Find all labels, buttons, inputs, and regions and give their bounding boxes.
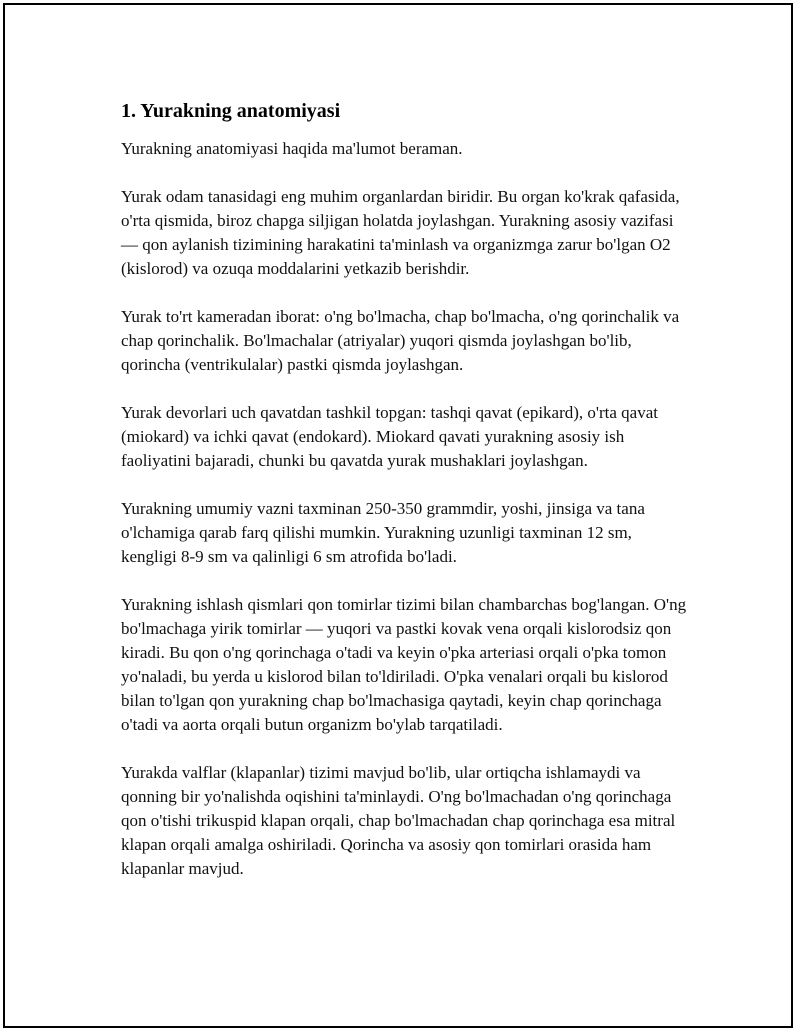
paragraph-heart-walls: Yurak devorlari uch qavatdan tashkil topgan: tashqi qavat (epikard), o'rta qavat (miokard) va ichki qavat (endokard). Miokard qavati yurakning asosiy ish faoliyatini bajaradi, chunki bu qavatda yurak mushaklari joylashgan. [121,403,658,470]
document-page [3,3,793,1028]
section-title: 1. Yurakning anatomiyasi [121,100,341,122]
paragraph-intro: Yurakning anatomiyasi haqida ma'lumot beraman. [121,139,463,158]
document-body [121,99,691,905]
paragraph-heart-size: Yurakning umumiy vazni taxminan 250-350 grammdir, yoshi, jinsiga va tana o'lchamiga qarab farq qilishi mumkin. Yurakning uzunligi taxminan 12 sm, kengligi 8-9 sm va qalinligi 6 sm atrofida bo'ladi. [121,499,645,566]
paragraph-heart-location: Yurak odam tanasidagi eng muhim organlardan biridir. Bu organ ko'krak qafasida, o'rta qismida, biroz chapga siljigan holatda joylashgan. Yurakning asosiy vazifasi — qon aylanish tizimining harakatini ta'minlash va organizmga zarur bo'lgan O2 (kislorod) va ozuqa moddalarini yetkazib berishdir. [121,187,680,278]
paragraph-heart-chambers: Yurak to'rt kameradan iborat: o'ng bo'lmacha, chap bo'lmacha, o'ng qorinchalik va chap qorinchalik. Bo'lmachalar (atriyalar) yuqori qismda joylashgan bo'lib, qorincha (ventrikulalar) pastki qismda joylashgan. [121,307,680,374]
paragraph-blood-flow: Yurakning ishlash qismlari qon tomirlar tizimi bilan chambarchas bog'langan. O'ng bo'lmachaga yirik tomirlar — yuqori va pastki kovak vena orqali kislorodsiz qon kiradi. Bu qon o'ng qorinchaga o'tadi va keyin o'pka arteriasi orqali o'pka tomon yo'naladi, bu yerda u kislorod bilan to'ldiriladi. O'pka venalari orqali bu kislorod bilan to'lgan qon yurakning chap bo'lmachasiga qaytadi, keyin chap qorinchaga o'tadi va aorta orqali butun organizm bo'ylab tarqatiladi. [121,595,687,734]
paragraph-heart-valves: Yurakda valflar (klapanlar) tizimi mavjud bo'lib, ular ortiqcha ishlamaydi va qonning bir yo'nalishda oqishini ta'minlaydi. O'ng bo'lmachadan o'ng qorinchaga qon o'tishi trikuspid klapan orqali, chap bo'lmachadan chap qorinchaga esa mitral klapan orqali amalga oshiriladi. Qorincha va asosiy qon tomirlari orasida ham klapanlar mavjud. [121,763,676,878]
